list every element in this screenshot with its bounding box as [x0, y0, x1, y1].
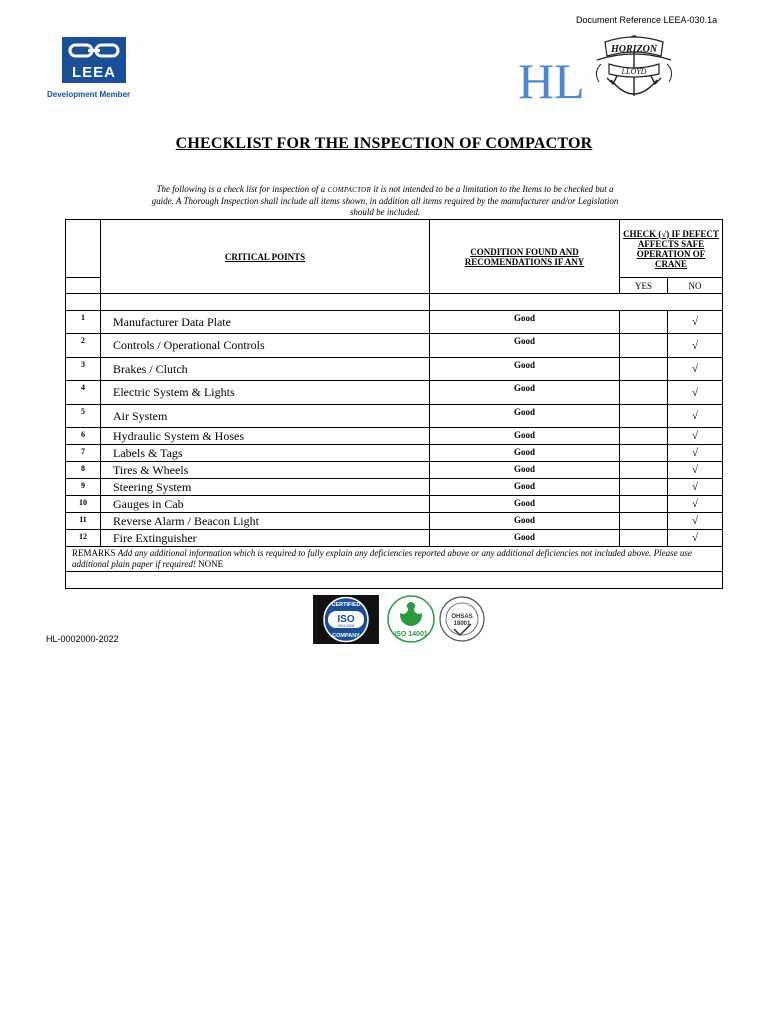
- row-condition: Good: [430, 496, 620, 513]
- row-check-no: √: [668, 462, 723, 479]
- remarks-label: REMARKS: [72, 548, 116, 558]
- remarks-cell: [66, 547, 723, 572]
- header-num-cell: [66, 220, 101, 278]
- leea-logo-text: LEEA: [71, 64, 116, 81]
- row-critical-point: Brakes / Clutch: [101, 358, 430, 381]
- table-row: [66, 311, 723, 334]
- table-row: [66, 496, 723, 513]
- row-number: 9: [66, 479, 101, 496]
- document-id: HL-0002000-2022: [46, 634, 119, 644]
- row-check-no: √: [668, 334, 723, 358]
- row-condition: Good: [430, 479, 620, 496]
- row-check-no: √: [668, 479, 723, 496]
- row-critical-point: Steering System: [101, 479, 430, 496]
- row-check-no: √: [668, 381, 723, 405]
- remarks-text: Add any additional information which is required to fully explain any deficiencies reported above or any additional deficiencies not included above. Please use additional plain paper if required!: [72, 548, 692, 569]
- row-condition: Good: [430, 405, 620, 428]
- row-check-yes: [620, 462, 668, 479]
- row-number: 7: [66, 445, 101, 462]
- row-check-no: √: [668, 428, 723, 445]
- row-critical-point: Labels & Tags: [101, 445, 430, 462]
- cert-iso14001: ISO 14001: [394, 631, 428, 638]
- intro-equipment: COMPACTOR: [327, 186, 372, 194]
- header-check: CHECK (√) IF DEFECT AFFECTS SAFE OPERATION OF CRANE: [620, 220, 723, 278]
- hl-logo-text: HL: [518, 53, 585, 109]
- row-condition: Good: [430, 462, 620, 479]
- row-number: 5: [66, 405, 101, 428]
- row-condition: Good: [430, 530, 620, 547]
- row-condition: Good: [430, 311, 620, 334]
- badge-text-bottom: LLOYD: [621, 67, 647, 76]
- row-check-no: √: [668, 530, 723, 547]
- cert-ohsas-code: 18001: [453, 621, 471, 627]
- cert-iso9001-code: 9001:2008: [337, 624, 355, 628]
- intro-paragraph: [150, 184, 620, 218]
- row-condition: Good: [430, 358, 620, 381]
- table-row: [66, 479, 723, 496]
- header-yes: YES: [620, 278, 668, 294]
- ohsas-18001-icon: [440, 597, 484, 641]
- cert-ohsas: OHSAS: [451, 614, 473, 620]
- row-condition: Good: [430, 513, 620, 530]
- header-no: NO: [668, 278, 723, 294]
- row-number: 1: [66, 311, 101, 334]
- header-num-cell-lower: [66, 278, 101, 294]
- row-critical-point: Hydraulic System & Hoses: [101, 428, 430, 445]
- row-number: 3: [66, 358, 101, 381]
- row-check-yes: [620, 358, 668, 381]
- row-check-yes: [620, 496, 668, 513]
- badge-text-top: HORIZON: [610, 44, 658, 55]
- cert-iso9001-mid: ISO: [337, 614, 355, 625]
- row-check-yes: [620, 311, 668, 334]
- row-condition: Good: [430, 445, 620, 462]
- leea-subtitle: Development Member: [47, 90, 131, 99]
- remarks-value: NONE: [198, 559, 224, 569]
- row-critical-point: Manufacturer Data Plate: [101, 311, 430, 334]
- row-critical-point: Electric System & Lights: [101, 381, 430, 405]
- row-check-yes: [620, 405, 668, 428]
- table-row: [66, 462, 723, 479]
- row-condition: Good: [430, 381, 620, 405]
- row-number: 8: [66, 462, 101, 479]
- row-critical-point: Gauges in Cab: [101, 496, 430, 513]
- page-title: CHECKLIST FOR THE INSPECTION OF COMPACTOR: [175, 135, 593, 152]
- row-condition: Good: [430, 428, 620, 445]
- row-condition: Good: [430, 334, 620, 358]
- row-check-yes: [620, 530, 668, 547]
- iso-9001-certified-icon: [313, 595, 379, 644]
- row-check-yes: [620, 513, 668, 530]
- leea-logo: [46, 36, 142, 102]
- row-number: 6: [66, 428, 101, 445]
- table-row: [66, 358, 723, 381]
- table-row: [66, 513, 723, 530]
- row-critical-point: Fire Extinguisher: [101, 530, 430, 547]
- intro-part2: it is not intended to be a limitation to the Items to be checked but a guide. A Thorough Inspection shall include all items shown, in addition all items required by the manufacturer and/or Legislation should be included.: [151, 184, 619, 217]
- row-number: 11: [66, 513, 101, 530]
- row-number: 12: [66, 530, 101, 547]
- row-check-yes: [620, 479, 668, 496]
- table-row: [66, 428, 723, 445]
- header-critical-points: CRITICAL POINTS: [101, 220, 430, 294]
- intro-part1: The following is a check list for inspection of a: [156, 184, 326, 194]
- horizon-lloyd-anchor-badge: [589, 30, 679, 108]
- spacer-row: [66, 294, 723, 311]
- table-row: [66, 381, 723, 405]
- chain-link-icon: [62, 37, 126, 65]
- table-row: [66, 445, 723, 462]
- table-row: [66, 334, 723, 358]
- row-number: 2: [66, 334, 101, 358]
- row-critical-point: Controls / Operational Controls: [101, 334, 430, 358]
- row-number: 10: [66, 496, 101, 513]
- row-check-no: √: [668, 311, 723, 334]
- row-check-yes: [620, 428, 668, 445]
- row-check-no: √: [668, 358, 723, 381]
- document-reference: Document Reference LEEA-030.1a: [576, 15, 718, 25]
- row-check-yes: [620, 381, 668, 405]
- certification-logos: [313, 594, 488, 646]
- row-check-no: √: [668, 496, 723, 513]
- row-number: 4: [66, 381, 101, 405]
- row-check-no: √: [668, 405, 723, 428]
- row-critical-point: Tires & Wheels: [101, 462, 430, 479]
- leea-logo-box: [62, 37, 126, 83]
- cert-iso9001-bottom: COMPANY: [332, 633, 360, 639]
- row-check-no: √: [668, 513, 723, 530]
- table-row: [66, 530, 723, 547]
- inspection-table: [65, 219, 723, 589]
- row-check-yes: [620, 334, 668, 358]
- row-critical-point: Reverse Alarm / Beacon Light: [101, 513, 430, 530]
- blank-footer-row: [66, 572, 723, 589]
- row-check-yes: [620, 445, 668, 462]
- row-critical-point: Air System: [101, 405, 430, 428]
- header-condition: CONDITION FOUND AND RECOMENDATIONS IF ANY: [430, 220, 620, 294]
- table-row: [66, 405, 723, 428]
- cert-iso9001-top: CERTIFIED: [331, 602, 361, 608]
- row-check-no: √: [668, 445, 723, 462]
- iso-14001-icon: [388, 596, 434, 642]
- checklist-rows: [66, 311, 723, 547]
